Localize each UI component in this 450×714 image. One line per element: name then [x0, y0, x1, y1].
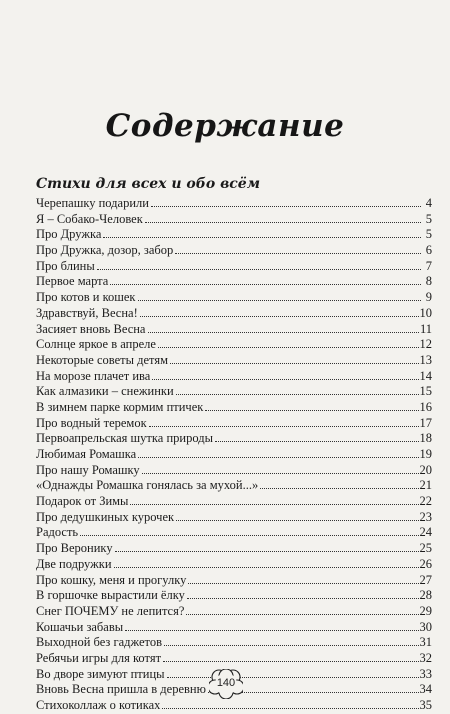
toc-entry — [36, 573, 432, 589]
toc-entry-page: 28 — [419, 588, 432, 603]
toc-entry-page: 15 — [419, 384, 432, 399]
page-number-badge — [209, 669, 243, 699]
toc-entry-title: На морозе плачет ива — [36, 368, 151, 383]
toc-entry-title: Две подружки — [36, 556, 112, 571]
toc-entry — [36, 698, 432, 714]
dot-leader — [138, 457, 418, 458]
toc-entry-title: Выходной без гаджетов — [36, 635, 162, 650]
toc-entry-page: 7 — [425, 258, 432, 273]
dot-leader — [80, 535, 418, 536]
toc-entry-page: 17 — [419, 415, 432, 430]
toc-entry — [36, 478, 432, 494]
toc-entry-page: 19 — [419, 447, 432, 461]
dot-leader — [170, 363, 419, 364]
toc-entry — [36, 353, 432, 369]
toc-entry — [36, 384, 432, 400]
toc-entry-page: 22 — [419, 494, 432, 509]
dot-leader — [164, 645, 419, 646]
toc-entry-title: Про котов и кошек — [36, 290, 136, 305]
toc-entry — [36, 196, 432, 212]
toc-entry-page: 5 — [425, 227, 432, 242]
toc-entry-title: Первое марта — [36, 274, 109, 289]
toc-entry-page: 10 — [419, 305, 432, 320]
toc-entry-title: Во дворе зимуют птицы — [36, 666, 165, 681]
toc-entry-page: 5 — [425, 211, 432, 226]
toc-entry-page: 25 — [419, 541, 432, 556]
toc-entry-title: Солнце яркое в апреле — [36, 337, 156, 352]
toc-entry-page: 27 — [419, 572, 432, 587]
toc-entry-title: Про блины — [36, 258, 95, 273]
dot-leader — [260, 488, 418, 489]
dot-leader — [130, 504, 418, 505]
dot-leader — [125, 630, 418, 631]
dot-leader — [176, 394, 419, 395]
toc-entry-page: 31 — [419, 635, 432, 650]
toc-entry-title: Я – Собако-Человек — [36, 211, 143, 226]
toc-entry — [36, 557, 432, 573]
toc-entry — [36, 400, 432, 416]
toc-entry — [36, 306, 432, 322]
toc-entry-page: 4 — [425, 196, 432, 210]
toc-entry-title: Первоапрельская шутка природы — [36, 431, 213, 446]
section-heading: Стихи для всех и обо всём — [36, 176, 261, 192]
toc-entry — [36, 510, 432, 526]
toc-entry-title: Вновь Весна пришла в деревню — [36, 682, 206, 697]
toc-entry-page: 16 — [419, 399, 432, 414]
toc-entry-page: 35 — [419, 698, 432, 712]
dot-leader — [176, 520, 418, 521]
page-title: Содержание — [105, 108, 345, 144]
toc-entry-title: Стихоколлаж о котиках — [36, 698, 161, 712]
dot-leader — [215, 441, 419, 442]
toc-entry — [36, 588, 432, 604]
toc-entry — [36, 243, 432, 259]
dot-leader — [110, 284, 421, 285]
toc-entry-title: Как алмазики – снежинки — [36, 384, 174, 399]
dot-leader — [188, 583, 418, 584]
dot-leader — [149, 426, 419, 427]
dot-leader — [187, 598, 419, 599]
dot-leader — [186, 614, 418, 615]
dot-leader — [140, 316, 419, 317]
toc-entry — [36, 337, 432, 353]
toc-entry — [36, 322, 432, 338]
dot-leader — [114, 567, 419, 568]
toc-entry-title: Про нашу Ромашку — [36, 462, 140, 477]
toc-entry-page: 33 — [419, 666, 432, 681]
toc-entry-page: 6 — [425, 243, 432, 258]
toc-entry-title: В зимнем парке кормим птичек — [36, 399, 204, 414]
toc-entry-page: 26 — [419, 556, 432, 571]
dot-leader — [145, 222, 421, 223]
dot-leader — [142, 473, 419, 474]
toc-entry-title: Засияет вновь Весна — [36, 321, 146, 336]
dot-leader — [158, 347, 419, 348]
toc-entry — [36, 494, 432, 510]
toc-entry-title: Кошачьи забавы — [36, 619, 124, 634]
toc-entry-title: Про дедушкиных курочек — [36, 509, 175, 524]
toc-entry-title: Некоторые советы детям — [36, 352, 168, 367]
dot-leader — [162, 708, 418, 709]
toc-entry — [36, 447, 432, 463]
dot-leader — [205, 410, 418, 411]
toc-entry-title: Про Веронику — [36, 541, 113, 556]
toc-entry — [36, 463, 432, 479]
toc-entry — [36, 620, 432, 636]
toc-entry-title: Про водный теремок — [36, 415, 147, 430]
toc-entry-page: 13 — [419, 352, 432, 367]
dot-leader — [138, 300, 422, 301]
dot-leader — [148, 332, 419, 333]
toc-entry-page: 18 — [419, 431, 432, 446]
table-of-contents — [36, 196, 432, 714]
toc-entry — [36, 525, 432, 541]
dot-leader — [163, 661, 418, 662]
toc-entry-title: Ребячьи игры для котят — [36, 650, 162, 665]
toc-entry — [36, 259, 432, 275]
toc-entry-title: Радость — [36, 525, 79, 540]
dot-leader — [97, 269, 421, 270]
toc-entry — [36, 274, 432, 290]
toc-entry-title: Про Дружка, дозор, забор — [36, 243, 174, 258]
toc-entry-page: 32 — [419, 650, 432, 665]
toc-entry-page: 20 — [419, 462, 432, 477]
toc-entry-title: В горшочке вырастили ёлку — [36, 588, 185, 603]
toc-entry-page: 8 — [425, 274, 432, 289]
toc-entry-page: 21 — [419, 478, 432, 493]
toc-entry-title: Черепашку подарили — [36, 196, 149, 210]
toc-entry — [36, 227, 432, 243]
toc-entry-title: Любимая Ромашка — [36, 447, 137, 461]
toc-entry — [36, 604, 432, 620]
toc-entry-page: 29 — [419, 603, 432, 618]
toc-entry-title: «Однажды Ромашка гонялась за мухой...» — [36, 478, 259, 493]
toc-entry-title: Здравствуй, Весна! — [36, 305, 138, 320]
dot-leader — [151, 206, 421, 207]
toc-entry — [36, 651, 432, 667]
toc-entry-page: 9 — [425, 290, 432, 305]
dot-leader — [175, 253, 421, 254]
toc-entry-page: 14 — [419, 368, 432, 383]
dot-leader — [167, 677, 419, 678]
toc-entry-title: Про Дружка — [36, 227, 102, 242]
toc-entry — [36, 290, 432, 306]
toc-entry — [36, 416, 432, 432]
page-number: 140 — [216, 677, 236, 689]
dot-leader — [152, 379, 418, 380]
toc-entry-title: Про кошку, меня и прогулку — [36, 572, 187, 587]
toc-entry-page: 24 — [419, 525, 432, 540]
toc-entry-page: 11 — [419, 321, 432, 336]
toc-entry — [36, 431, 432, 447]
toc-entry — [36, 212, 432, 228]
toc-entry-page: 23 — [419, 509, 432, 524]
toc-entry — [36, 541, 432, 557]
toc-entry-page: 30 — [419, 619, 432, 634]
toc-entry-page: 34 — [419, 682, 432, 697]
toc-entry-page: 12 — [419, 337, 432, 352]
toc-entry — [36, 369, 432, 385]
dot-leader — [115, 551, 419, 552]
toc-entry-title: Снег ПОЧЕМУ не лепится? — [36, 603, 185, 618]
toc-entry — [36, 635, 432, 651]
dot-leader — [103, 237, 421, 238]
toc-entry-title: Подарок от Зимы — [36, 494, 129, 509]
